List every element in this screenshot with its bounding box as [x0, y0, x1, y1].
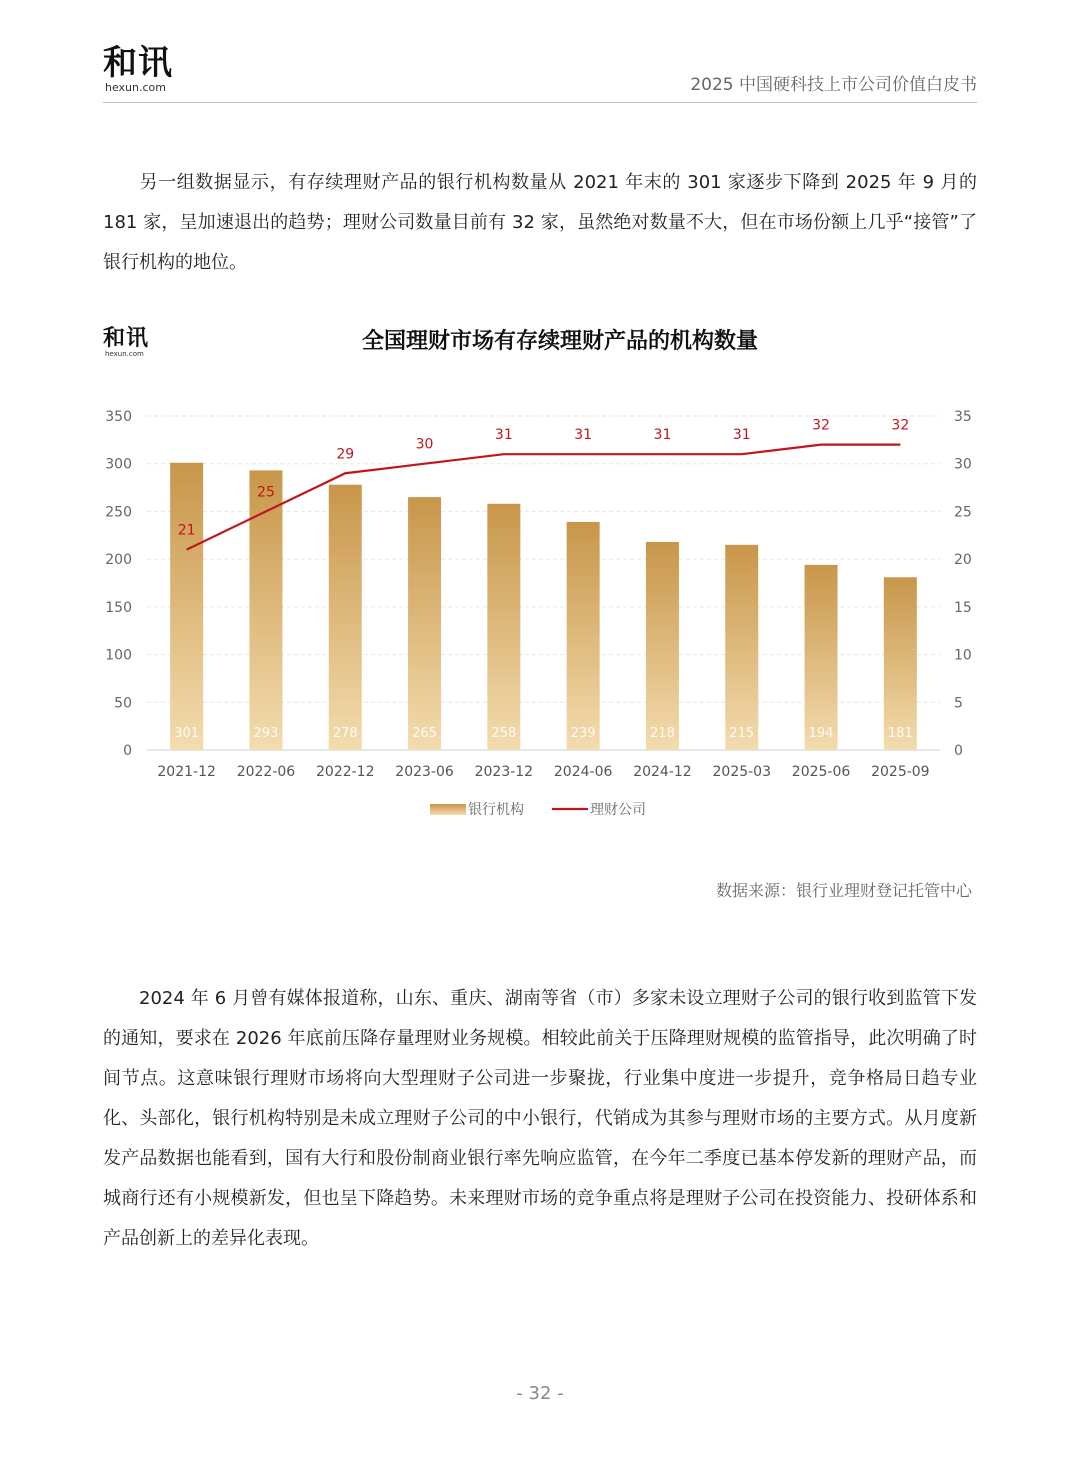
bar [805, 565, 838, 750]
bar [884, 577, 917, 750]
axes [105, 409, 972, 780]
line-value-label: 29 [336, 446, 355, 463]
paragraph-2-text: 2024 年 6 月曾有媒体报道称，山东、重庆、湖南等省（市）多家未设立理财子公司的银行收到监管下发的通知，要求在 2026 年底前压降存量理财业务规模。相较此前关于压降理财规模的监管指导，此次明确了时间节点。这意味银行理财市场将向大型理财子公司进一步聚拢，行业集中度进一步提升，竞争格局日趋专业化、头部化，银行机构特别是未成立理财子公司的中小银行，代销成为其参与理财市场的主要方式。从月度新发产品数据也能看到，国有大行和股份制商业银行率先响应监管，在今年二季度已基本停发新的理财产品，而城商行还有小规模新发，但也呈下降趋势。未来理财市场的竞争重点将是理财子公司在投资能力、投研体系和产品创新上的差异化表现。 [103, 988, 977, 1249]
company-line [178, 418, 910, 550]
logo-text-cn: 和讯 [103, 43, 173, 83]
left-axis-tick-label: 300 [105, 456, 132, 473]
bar-value-label: 258 [491, 726, 517, 741]
data-source-note: 数据来源：银行业理财登记托管中心 [715, 881, 972, 900]
bar-value-label: 181 [887, 726, 913, 741]
paragraph-1-text: 另一组数据显示，有存续理财产品的银行机构数量从 2021 年末的 301 家逐步下降到 2025 年 9 月的 181 家，呈加速退出的趋势；理财公司数量目前有 32 家，虽然绝对数量不大，但在市场份额上几乎“接管”了银行机构的地位。 [103, 172, 977, 273]
line-value-label: 31 [574, 427, 593, 444]
x-axis-tick-label: 2025-03 [712, 764, 771, 780]
left-axis-tick-label: 100 [105, 647, 132, 664]
legend-swatch-bar [430, 804, 466, 815]
line-value-label: 31 [653, 427, 672, 444]
bar [329, 485, 362, 750]
bar [567, 522, 600, 750]
bar [487, 504, 520, 750]
bar [646, 542, 679, 750]
line-value-label: 32 [812, 417, 830, 434]
body-paragraph-2 [103, 979, 977, 1259]
left-axis-tick-label: 0 [123, 743, 132, 759]
line-value-label: 21 [177, 522, 196, 539]
x-axis-tick-label: 2024-12 [633, 764, 692, 780]
bar-value-label: 218 [650, 726, 675, 741]
left-axis-tick-label: 150 [105, 599, 132, 616]
x-axis-tick-label: 2025-09 [871, 764, 930, 780]
chart-title: 全国理财市场有存续理财产品的机构数量 [361, 329, 758, 354]
left-axis-tick-label: 200 [105, 552, 132, 569]
document-title: 2025 中国硬科技上市公司价值白皮书 [690, 75, 977, 95]
x-axis-tick-label: 2023-12 [474, 764, 534, 780]
bar-value-label: 215 [729, 726, 755, 741]
chart-legend [430, 801, 646, 818]
right-axis-tick-label: 30 [954, 456, 972, 473]
line-value-label: 25 [257, 484, 275, 501]
bar [725, 545, 758, 750]
left-axis-tick-label: 250 [105, 504, 132, 521]
line-value-label: 31 [732, 427, 751, 444]
bar-value-label: 265 [412, 726, 437, 741]
bank-bars [170, 463, 917, 750]
x-axis-tick-label: 2022-06 [236, 764, 296, 780]
bar [408, 497, 441, 750]
right-axis-tick-label: 35 [954, 409, 972, 425]
x-axis-tick-label: 2022-12 [316, 764, 375, 780]
line-value-label: 30 [415, 436, 434, 453]
page-number: - 32 - [516, 1383, 564, 1404]
right-axis-tick-label: 25 [954, 504, 972, 521]
series-line [187, 445, 901, 550]
x-axis-tick-label: 2021-12 [157, 764, 216, 780]
legend-label-company: 理财公司 [590, 802, 646, 818]
bar-value-label: 239 [570, 726, 596, 741]
bar-value-label: 278 [332, 726, 358, 741]
chart-logo-en: hexun.com [105, 350, 144, 358]
x-axis-tick-label: 2024-06 [553, 764, 613, 780]
line-value-label: 31 [494, 427, 513, 444]
right-axis-tick-label: 10 [954, 647, 972, 664]
bar-value-label: 301 [174, 726, 200, 741]
right-axis-tick-label: 5 [954, 695, 963, 712]
right-axis-tick-label: 0 [954, 743, 963, 759]
chart-logo-cn: 和讯 [103, 326, 150, 351]
logo-text-en: hexun.com [105, 81, 166, 94]
left-axis-tick-label: 350 [105, 409, 132, 425]
x-axis-tick-label: 2023-06 [395, 764, 454, 780]
line-value-label: 32 [891, 417, 910, 434]
x-axis-tick-label: 2025-06 [791, 764, 851, 780]
bar-value-label: 194 [808, 726, 834, 741]
left-axis-tick-label: 50 [114, 695, 132, 712]
right-axis-tick-label: 15 [954, 599, 972, 616]
legend-label-bank: 银行机构 [468, 802, 524, 818]
bar [170, 463, 203, 750]
right-axis-tick-label: 20 [954, 552, 972, 569]
bar-value-label: 293 [253, 726, 279, 741]
